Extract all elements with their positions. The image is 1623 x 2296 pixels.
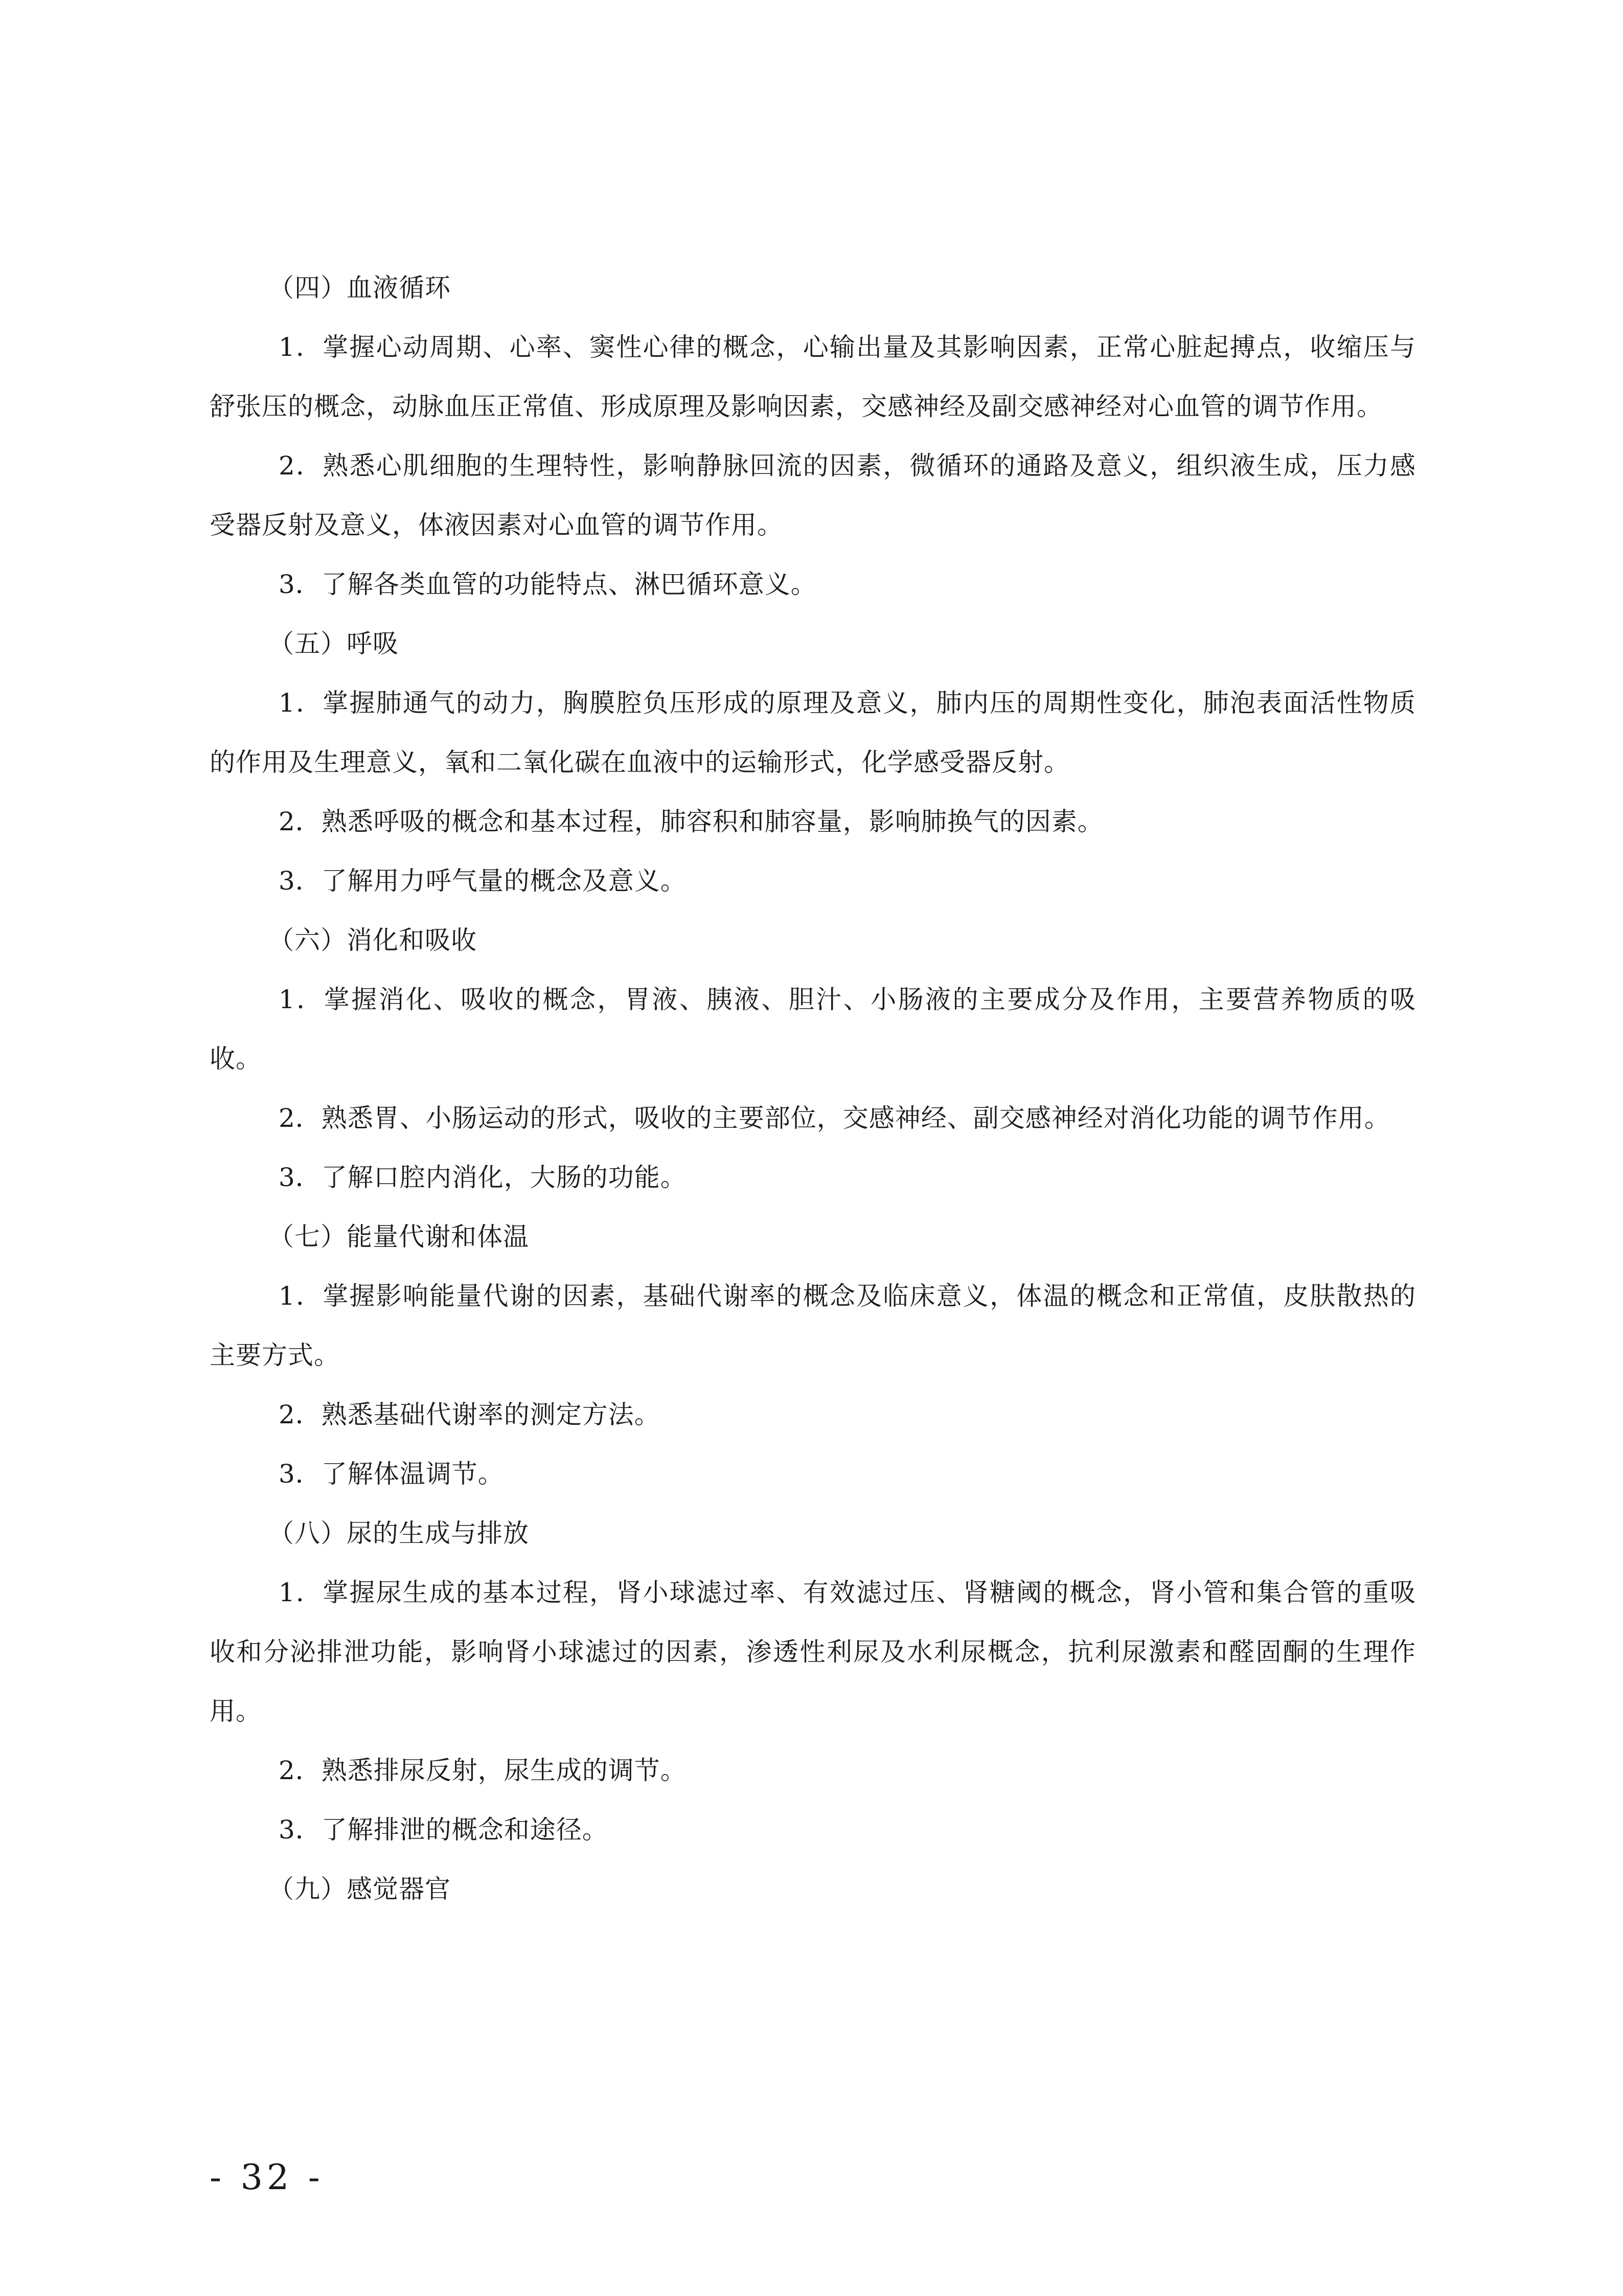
list-item: 3．了解用力呼气量的概念及意义。 <box>279 866 687 896</box>
section-heading: （四）血液循环 <box>268 273 451 303</box>
list-item: 1．掌握心动周期、心率、窦性心律的概念，心输出量及其影响因素，正常心脏起搏点，收缩压与舒张压的概念，动脉血压正常值、形成原理及影响因素，交感神经及副交感神经对心血管的调节作用。 <box>210 332 1416 421</box>
section-heading: （九）感觉器官 <box>268 1874 451 1904</box>
list-item: 1．掌握消化、吸收的概念，胃液、胰液、胆汁、小肠液的主要成分及作用，主要营养物质的吸收。 <box>210 985 1416 1074</box>
list-item: 3．了解各类血管的功能特点、淋巴循环意义。 <box>279 570 817 599</box>
document-body <box>210 258 1416 1919</box>
page-number: - 32 - <box>210 2157 324 2198</box>
list-item: 3．了解排泄的概念和途径。 <box>279 1815 608 1845</box>
list-item: 1．掌握肺通气的动力，胸膜腔负压形成的原理及意义，肺内压的周期性变化，肺泡表面活性物质的作用及生理意义，氧和二氧化碳在血液中的运输形式，化学感受器反射。 <box>210 688 1416 777</box>
list-item: 2．熟悉心肌细胞的生理特性，影响静脉回流的因素，微循环的通路及意义，组织液生成，压力感受器反射及意义，体液因素对心血管的调节作用。 <box>210 451 1416 540</box>
list-item: 1．掌握尿生成的基本过程，肾小球滤过率、有效滤过压、肾糖阈的概念，肾小管和集合管的重吸收和分泌排泄功能，影响肾小球滤过的因素，渗透性利尿及水利尿概念，抗利尿激素和醛固酮的生理作用。 <box>210 1578 1416 1726</box>
section-heading: （六）消化和吸收 <box>268 925 477 955</box>
list-item: 2．熟悉排尿反射，尿生成的调节。 <box>279 1756 687 1785</box>
section-heading: （五）呼吸 <box>268 629 399 658</box>
section-heading: （七）能量代谢和体温 <box>268 1222 529 1252</box>
list-item: 3．了解口腔内消化，大肠的功能。 <box>279 1163 687 1192</box>
list-item: 2．熟悉呼吸的概念和基本过程，肺容积和肺容量，影响肺换气的因素。 <box>279 807 1104 836</box>
list-item: 2．熟悉胃、小肠运动的形式，吸收的主要部位，交感神经、副交感神经对消化功能的调节作用。 <box>279 1103 1390 1133</box>
list-item: 1．掌握影响能量代谢的因素，基础代谢率的概念及临床意义，体温的概念和正常值，皮肤散热的主要方式。 <box>210 1281 1416 1370</box>
list-item: 3．了解体温调节。 <box>279 1459 504 1489</box>
section-heading: （八）尿的生成与排放 <box>268 1518 529 1548</box>
list-item: 2．熟悉基础代谢率的测定方法。 <box>279 1400 660 1429</box>
